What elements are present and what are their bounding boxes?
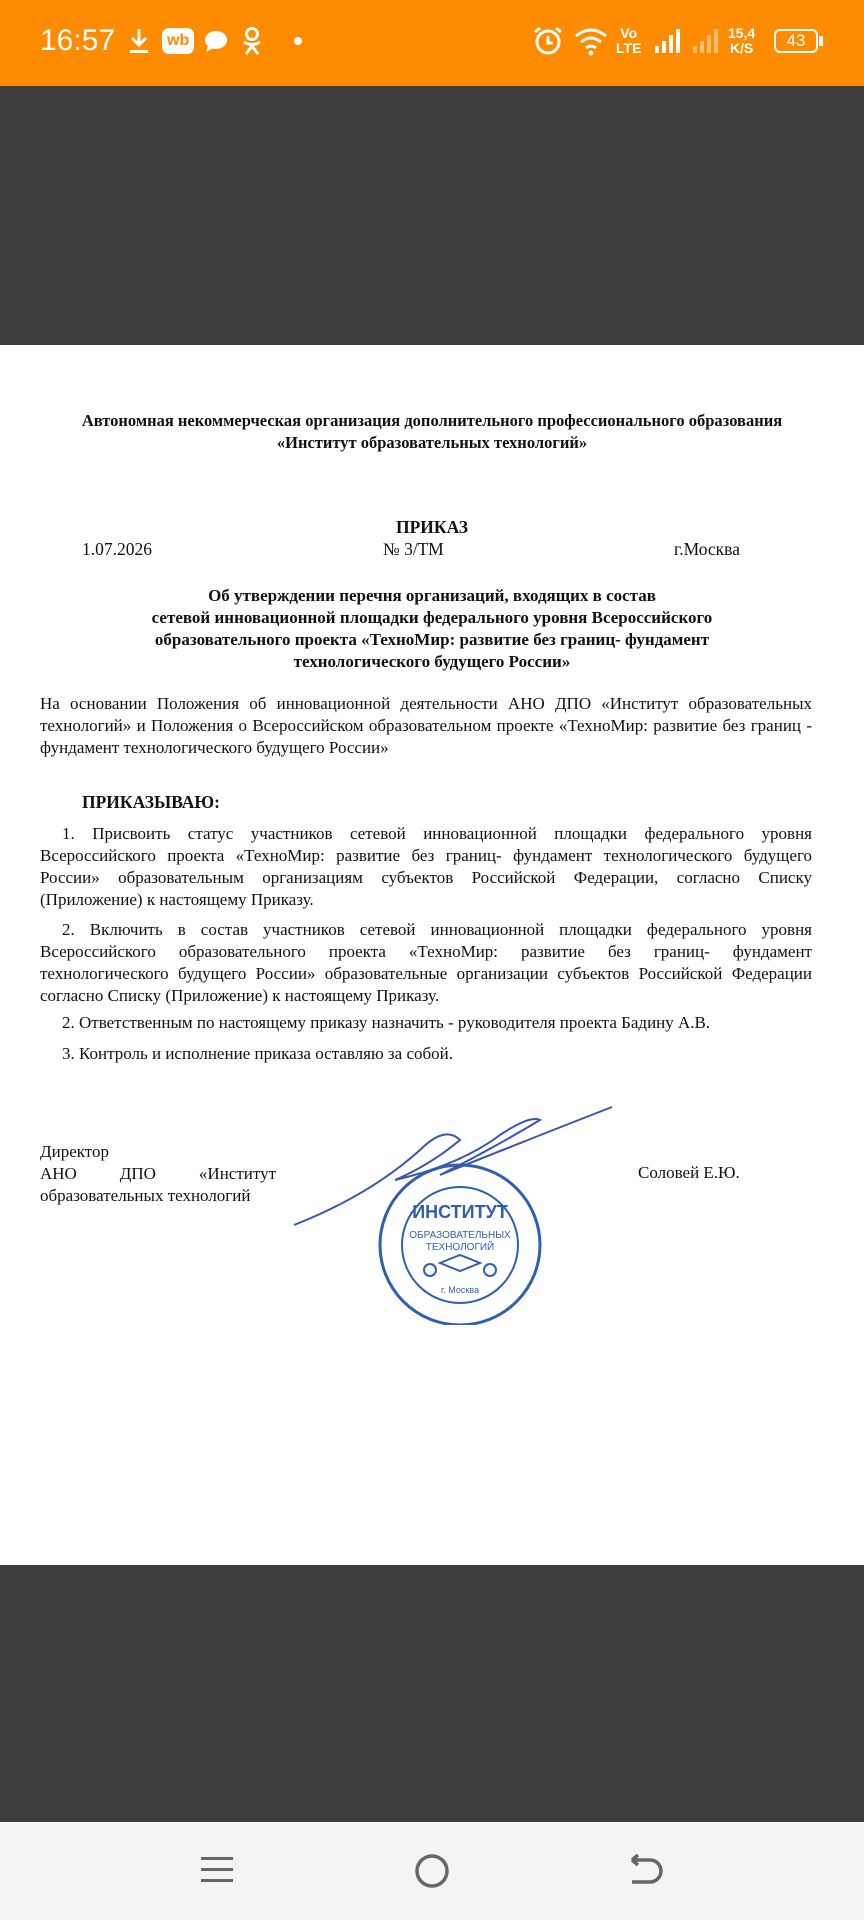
signal-icon xyxy=(654,24,680,58)
menu-icon[interactable] xyxy=(200,1854,234,1891)
signer-name: Соловей Е.Ю. xyxy=(638,1163,740,1182)
home-icon[interactable] xyxy=(414,1853,450,1894)
signer-block xyxy=(40,1141,276,1207)
chat-icon xyxy=(203,24,229,58)
document-city: г.Москва xyxy=(674,539,740,559)
order-item: 2. Включить в состав участников сетевой инновационной площадки федерального уровня Всероссийского образовательного проекта «ТехноМир: развитие без границ- фундамент технологического будущего России» образовательные организации субъектов Российской Федерации согласно Списку (Приложение) к настоящему Приказу. xyxy=(40,920,812,1005)
svg-text:ОБРАЗОВАТЕЛЬНЫХ: ОБРАЗОВАТЕЛЬНЫХ xyxy=(409,1230,511,1241)
signer-organization: АНО ДПО «Институт образовательных технологий xyxy=(40,1164,276,1205)
document-subject: Об утверждении перечня организаций, входящих в состав сетевой инновационной площадки федерального уровня Всероссийского образовательного проекта «ТехноМир: развитие без границ- фундамент технологического будущего России» xyxy=(151,586,713,671)
document-number: № 3/ТМ xyxy=(383,539,444,559)
order-item: 1. Присвоить статус участников сетевой инновационной площадки федерального уровня Всероссийского проекта «ТехноМир: развитие без границ- фундамент технологического будущего России» образовательным организациям субъектов Российской Федерации, согласно Списку (Приложение) к настоящему Приказу. xyxy=(40,824,812,909)
download-icon xyxy=(128,24,150,58)
alarm-icon xyxy=(532,24,564,58)
institute-seal xyxy=(380,1165,540,1325)
wifi-icon xyxy=(574,24,608,58)
svg-text:г. Москва: г. Москва xyxy=(441,1285,479,1295)
order-item: 3. Контроль и исполнение приказа оставляю за собой. xyxy=(62,1044,453,1063)
document-page[interactable] xyxy=(0,345,864,1565)
svg-text:ТЕХНОЛОГИЙ: ТЕХНОЛОГИЙ xyxy=(425,1242,495,1253)
document-date: 1.07.2026 xyxy=(82,539,152,559)
wb-icon: wb xyxy=(162,24,194,58)
dot-icon xyxy=(293,24,303,58)
back-icon[interactable] xyxy=(628,1854,664,1893)
battery-level: 43 xyxy=(774,29,818,53)
document-title: ПРИКАЗ xyxy=(395,517,469,537)
order-heading: ПРИКАЗЫВАЮ: xyxy=(82,792,220,812)
signer-title: Директор xyxy=(40,1142,109,1161)
volte-indicator: Vo LTE xyxy=(616,25,642,56)
order-item: 2. Ответственным по настоящему приказу назначить - руководителя проекта Бадину А.В. xyxy=(62,1013,711,1032)
battery-icon xyxy=(774,24,823,58)
navigation-bar xyxy=(0,1822,864,1920)
network-speed: 15,4 K/S xyxy=(728,25,756,56)
seal-and-signature xyxy=(290,1095,630,1325)
basis-paragraph: На основании Положения об инновационной деятельности АНО ДПО «Институт образовательных технологий» и Положения о Всероссийском образовательном проекте «ТехноМир: развитие без границ - фундамент технологического будущего России» xyxy=(40,694,812,757)
clock: 16:57 xyxy=(40,24,116,57)
status-bar xyxy=(0,0,864,86)
odnoklassniki-icon xyxy=(240,24,264,58)
organization-header: Автономная некоммерческая организация дополнительного профессионального образования «Институт образовательных технологий» xyxy=(81,411,783,452)
signal-weak-icon xyxy=(692,24,718,58)
svg-text:ИНСТИТУТ: ИНСТИТУТ xyxy=(412,1202,508,1222)
